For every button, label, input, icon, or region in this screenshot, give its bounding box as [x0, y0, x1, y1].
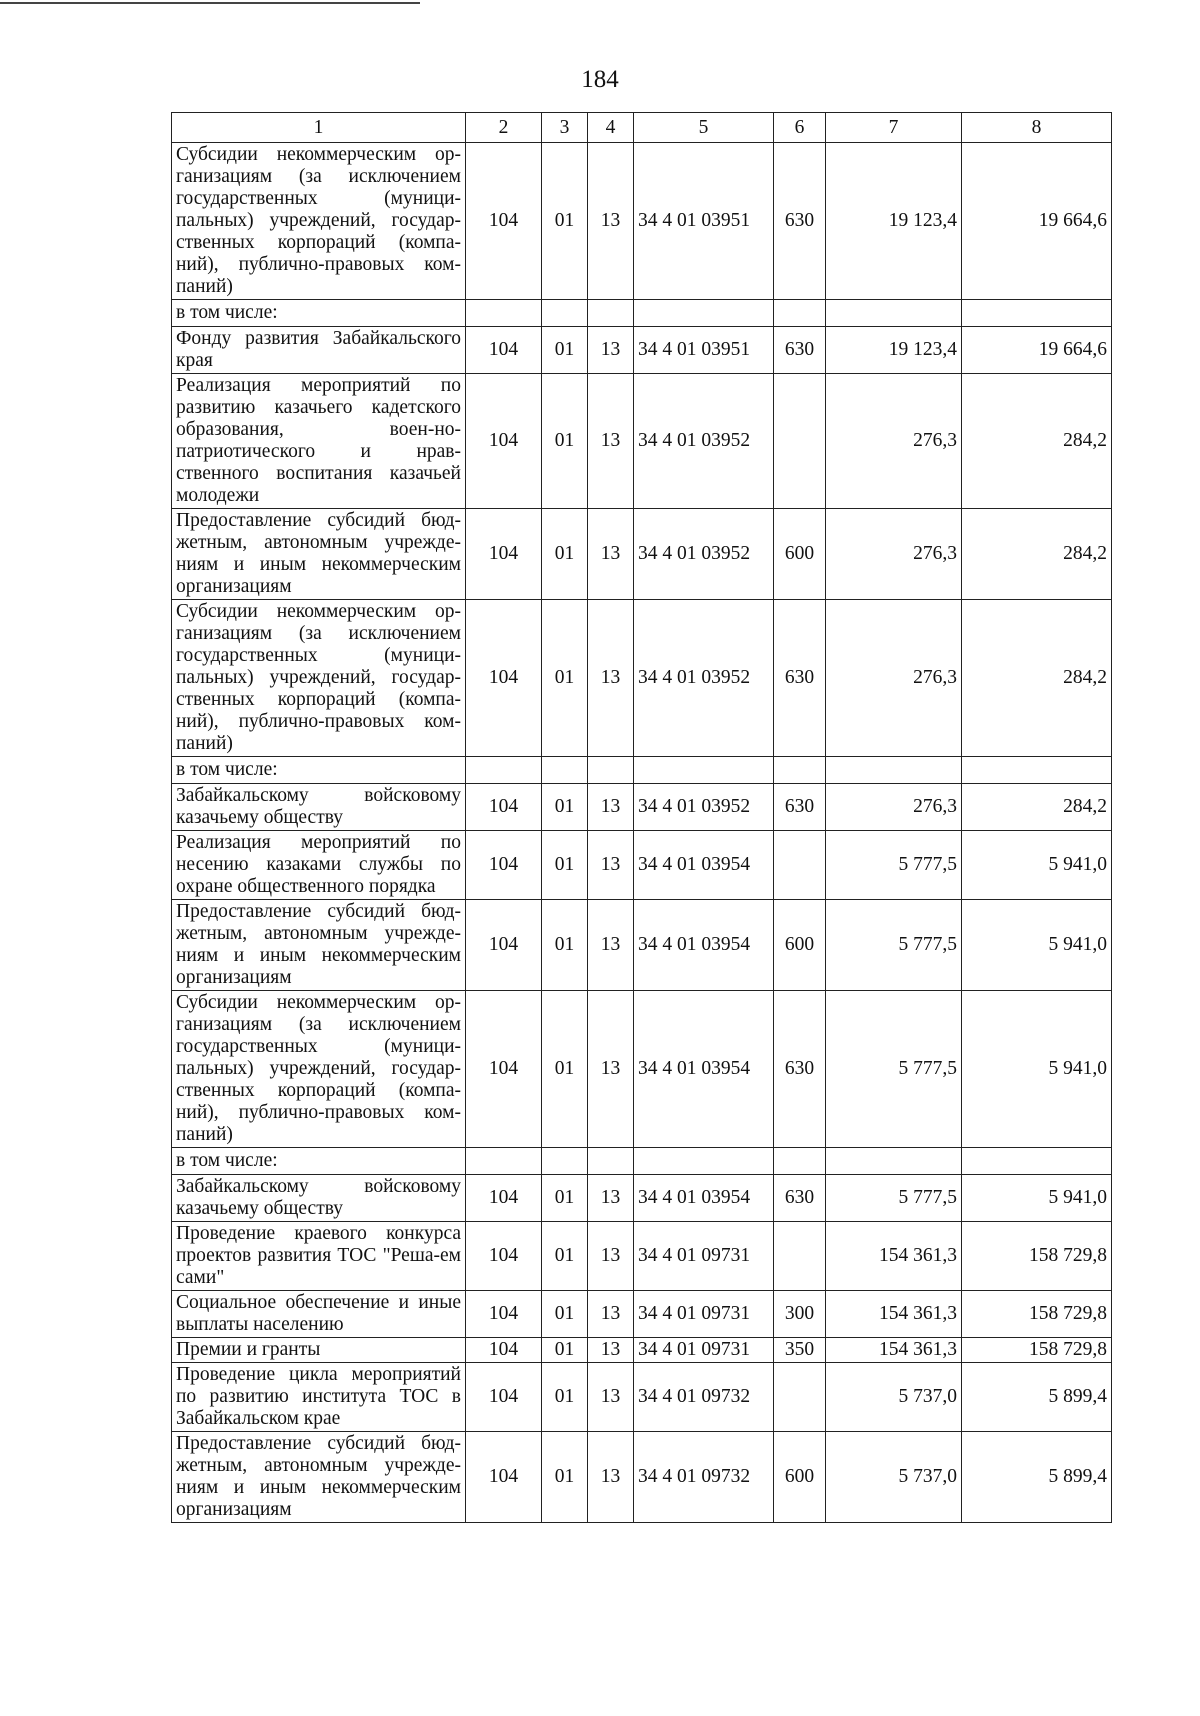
row-name-cell: Социальное обеспечение и иные выплаты населению: [172, 1291, 466, 1338]
table-row: [172, 143, 1112, 300]
table-row: [172, 374, 1112, 509]
expense-type-cell: [774, 1222, 826, 1291]
section-cell: 01: [542, 991, 588, 1148]
table-row: [172, 900, 1112, 991]
section-cell: 01: [542, 831, 588, 900]
chapter-cell: 104: [466, 900, 542, 991]
chapter-cell: 104: [466, 1338, 542, 1363]
expense-type-cell: 630: [774, 327, 826, 374]
target-article-cell: 34 4 01 09731: [634, 1338, 774, 1363]
section-cell: 01: [542, 1338, 588, 1363]
expense-type-cell: [774, 300, 826, 327]
expense-type-cell: [774, 1148, 826, 1175]
expense-type-cell: 630: [774, 784, 826, 831]
subsection-cell: 13: [588, 900, 634, 991]
chapter-cell: 104: [466, 509, 542, 600]
table-row: [172, 1175, 1112, 1222]
chapter-cell: 104: [466, 991, 542, 1148]
amount-year-1-cell: 5 777,5: [826, 900, 962, 991]
amount-year-1-cell: 276,3: [826, 784, 962, 831]
amount-year-1-cell: 276,3: [826, 374, 962, 509]
row-name-cell: Проведение цикла мероприятий по развитию института ТОС в Забайкальском крае: [172, 1363, 466, 1432]
column-header: 7: [826, 113, 962, 143]
amount-year-2-cell: 284,2: [962, 784, 1112, 831]
amount-year-2-cell: [962, 757, 1112, 784]
amount-year-1-cell: 5 777,5: [826, 1175, 962, 1222]
row-name-cell: Реализация мероприятий по развитию казачьего кадетского образования, воен-но-патриотического и нрав-ственного воспитания казачьей молодежи: [172, 374, 466, 509]
target-article-cell: [634, 300, 774, 327]
amount-year-1-cell: 5 777,5: [826, 831, 962, 900]
column-header: 2: [466, 113, 542, 143]
table-row: [172, 1432, 1112, 1523]
row-name-cell: Фонду развития Забайкальского края: [172, 327, 466, 374]
subsection-cell: 13: [588, 143, 634, 300]
chapter-cell: 104: [466, 784, 542, 831]
subsection-cell: 13: [588, 1175, 634, 1222]
amount-year-1-cell: 5 737,0: [826, 1432, 962, 1523]
amount-year-2-cell: 5 941,0: [962, 991, 1112, 1148]
expense-type-cell: [774, 757, 826, 784]
amount-year-2-cell: 5 941,0: [962, 900, 1112, 991]
row-name-cell: в том числе:: [172, 757, 466, 784]
amount-year-2-cell: 19 664,6: [962, 143, 1112, 300]
row-name-cell: Реализация мероприятий по несению казаками службы по охране общественного порядка: [172, 831, 466, 900]
amount-year-1-cell: [826, 757, 962, 784]
expense-type-cell: 600: [774, 509, 826, 600]
column-header: 4: [588, 113, 634, 143]
section-cell: 01: [542, 143, 588, 300]
page-number: 184: [581, 66, 619, 93]
expense-type-cell: 630: [774, 1175, 826, 1222]
expense-type-cell: [774, 831, 826, 900]
column-header: 5: [634, 113, 774, 143]
chapter-cell: 104: [466, 143, 542, 300]
subsection-cell: 13: [588, 1363, 634, 1432]
table-row: [172, 327, 1112, 374]
section-cell: 01: [542, 600, 588, 757]
expense-type-cell: [774, 374, 826, 509]
expense-type-cell: 630: [774, 991, 826, 1148]
table-row: [172, 1338, 1112, 1363]
target-article-cell: 34 4 01 03954: [634, 991, 774, 1148]
target-article-cell: [634, 1148, 774, 1175]
chapter-cell: 104: [466, 1291, 542, 1338]
chapter-cell: 104: [466, 600, 542, 757]
expense-type-cell: 630: [774, 600, 826, 757]
section-cell: 01: [542, 509, 588, 600]
row-name-cell: Предоставление субсидий бюд-жетным, автономным учрежде-ниям и иным некоммерческим организациям: [172, 900, 466, 991]
table-row: [172, 509, 1112, 600]
target-article-cell: 34 4 01 03952: [634, 784, 774, 831]
subsection-cell: 13: [588, 1338, 634, 1363]
section-cell: [542, 1148, 588, 1175]
table-row: [172, 1148, 1112, 1175]
amount-year-1-cell: 276,3: [826, 509, 962, 600]
amount-year-1-cell: 5 737,0: [826, 1363, 962, 1432]
section-cell: 01: [542, 1222, 588, 1291]
target-article-cell: 34 4 01 03952: [634, 374, 774, 509]
target-article-cell: 34 4 01 03954: [634, 1175, 774, 1222]
subsection-cell: 13: [588, 1222, 634, 1291]
section-cell: 01: [542, 327, 588, 374]
section-cell: 01: [542, 1175, 588, 1222]
target-article-cell: [634, 757, 774, 784]
amount-year-1-cell: [826, 1148, 962, 1175]
section-cell: 01: [542, 1432, 588, 1523]
column-header: 1: [172, 113, 466, 143]
section-cell: [542, 300, 588, 327]
row-name-cell: Проведение краевого конкурса проектов развития ТОС "Реша-ем сами": [172, 1222, 466, 1291]
budget-table: [171, 112, 1112, 1523]
row-name-cell: Забайкальскому войсковому казачьему обществу: [172, 1175, 466, 1222]
section-cell: [542, 757, 588, 784]
column-header: 8: [962, 113, 1112, 143]
subsection-cell: 13: [588, 831, 634, 900]
scan-edge-line: [0, 2, 420, 4]
subsection-cell: [588, 1148, 634, 1175]
row-name-cell: в том числе:: [172, 1148, 466, 1175]
chapter-cell: [466, 1148, 542, 1175]
table-row: [172, 831, 1112, 900]
chapter-cell: 104: [466, 1222, 542, 1291]
target-article-cell: 34 4 01 03951: [634, 327, 774, 374]
amount-year-2-cell: [962, 1148, 1112, 1175]
chapter-cell: 104: [466, 374, 542, 509]
amount-year-1-cell: 154 361,3: [826, 1338, 962, 1363]
chapter-cell: 104: [466, 1363, 542, 1432]
amount-year-2-cell: 5 941,0: [962, 1175, 1112, 1222]
amount-year-1-cell: 276,3: [826, 600, 962, 757]
chapter-cell: 104: [466, 1175, 542, 1222]
header-row: [172, 113, 1112, 143]
amount-year-1-cell: 19 123,4: [826, 143, 962, 300]
row-name-cell: в том числе:: [172, 300, 466, 327]
target-article-cell: 34 4 01 09732: [634, 1432, 774, 1523]
table-row: [172, 1291, 1112, 1338]
row-name-cell: Субсидии некоммерческим ор-ганизациям (за исключением государственных (муници-пальных) учреждений, государ-ственных корпораций (компа-ний), публично-правовых ком-паний): [172, 143, 466, 300]
subsection-cell: 13: [588, 600, 634, 757]
amount-year-2-cell: 158 729,8: [962, 1338, 1112, 1363]
target-article-cell: 34 4 01 03951: [634, 143, 774, 300]
target-article-cell: 34 4 01 03952: [634, 509, 774, 600]
amount-year-2-cell: 19 664,6: [962, 327, 1112, 374]
row-name-cell: Забайкальскому войсковому казачьему обществу: [172, 784, 466, 831]
amount-year-2-cell: 158 729,8: [962, 1222, 1112, 1291]
subsection-cell: 13: [588, 1432, 634, 1523]
row-name-cell: Предоставление субсидий бюд-жетным, автономным учрежде-ниям и иным некоммерческим организациям: [172, 509, 466, 600]
section-cell: 01: [542, 1363, 588, 1432]
expense-type-cell: 300: [774, 1291, 826, 1338]
table-row: [172, 300, 1112, 327]
row-name-cell: Предоставление субсидий бюд-жетным, автономным учрежде-ниям и иным некоммерческим организациям: [172, 1432, 466, 1523]
amount-year-1-cell: 19 123,4: [826, 327, 962, 374]
row-name-cell: Субсидии некоммерческим ор-ганизациям (за исключением государственных (муници-пальных) учреждений, государ-ственных корпораций (компа-ний), публично-правовых ком-паний): [172, 600, 466, 757]
subsection-cell: [588, 757, 634, 784]
expense-type-cell: 600: [774, 900, 826, 991]
section-cell: 01: [542, 374, 588, 509]
table-row: [172, 600, 1112, 757]
chapter-cell: [466, 757, 542, 784]
amount-year-2-cell: 284,2: [962, 600, 1112, 757]
subsection-cell: 13: [588, 1291, 634, 1338]
section-cell: 01: [542, 784, 588, 831]
column-header: 6: [774, 113, 826, 143]
target-article-cell: 34 4 01 03952: [634, 600, 774, 757]
target-article-cell: 34 4 01 09731: [634, 1291, 774, 1338]
subsection-cell: 13: [588, 784, 634, 831]
subsection-cell: [588, 300, 634, 327]
table-row: [172, 991, 1112, 1148]
amount-year-2-cell: 5 899,4: [962, 1363, 1112, 1432]
amount-year-2-cell: 5 941,0: [962, 831, 1112, 900]
column-header: 3: [542, 113, 588, 143]
chapter-cell: 104: [466, 327, 542, 374]
amount-year-1-cell: 154 361,3: [826, 1291, 962, 1338]
table-row: [172, 1363, 1112, 1432]
subsection-cell: 13: [588, 509, 634, 600]
table-row: [172, 784, 1112, 831]
expense-type-cell: 600: [774, 1432, 826, 1523]
amount-year-1-cell: 154 361,3: [826, 1222, 962, 1291]
amount-year-2-cell: 5 899,4: [962, 1432, 1112, 1523]
chapter-cell: [466, 300, 542, 327]
expense-type-cell: 350: [774, 1338, 826, 1363]
table-row: [172, 757, 1112, 784]
subsection-cell: 13: [588, 991, 634, 1148]
amount-year-2-cell: 158 729,8: [962, 1291, 1112, 1338]
row-name-cell: Премии и гранты: [172, 1338, 466, 1363]
table-body: [172, 143, 1112, 1523]
table-row: [172, 1222, 1112, 1291]
target-article-cell: 34 4 01 09732: [634, 1363, 774, 1432]
expense-type-cell: [774, 1363, 826, 1432]
amount-year-1-cell: [826, 300, 962, 327]
chapter-cell: 104: [466, 1432, 542, 1523]
subsection-cell: 13: [588, 374, 634, 509]
section-cell: 01: [542, 900, 588, 991]
subsection-cell: 13: [588, 327, 634, 374]
target-article-cell: 34 4 01 03954: [634, 831, 774, 900]
target-article-cell: 34 4 01 09731: [634, 1222, 774, 1291]
section-cell: 01: [542, 1291, 588, 1338]
amount-year-2-cell: 284,2: [962, 509, 1112, 600]
amount-year-2-cell: 284,2: [962, 374, 1112, 509]
expense-type-cell: 630: [774, 143, 826, 300]
row-name-cell: Субсидии некоммерческим ор-ганизациям (за исключением государственных (муници-пальных) учреждений, государ-ственных корпораций (компа-ний), публично-правовых ком-паний): [172, 991, 466, 1148]
amount-year-1-cell: 5 777,5: [826, 991, 962, 1148]
target-article-cell: 34 4 01 03954: [634, 900, 774, 991]
chapter-cell: 104: [466, 831, 542, 900]
amount-year-2-cell: [962, 300, 1112, 327]
